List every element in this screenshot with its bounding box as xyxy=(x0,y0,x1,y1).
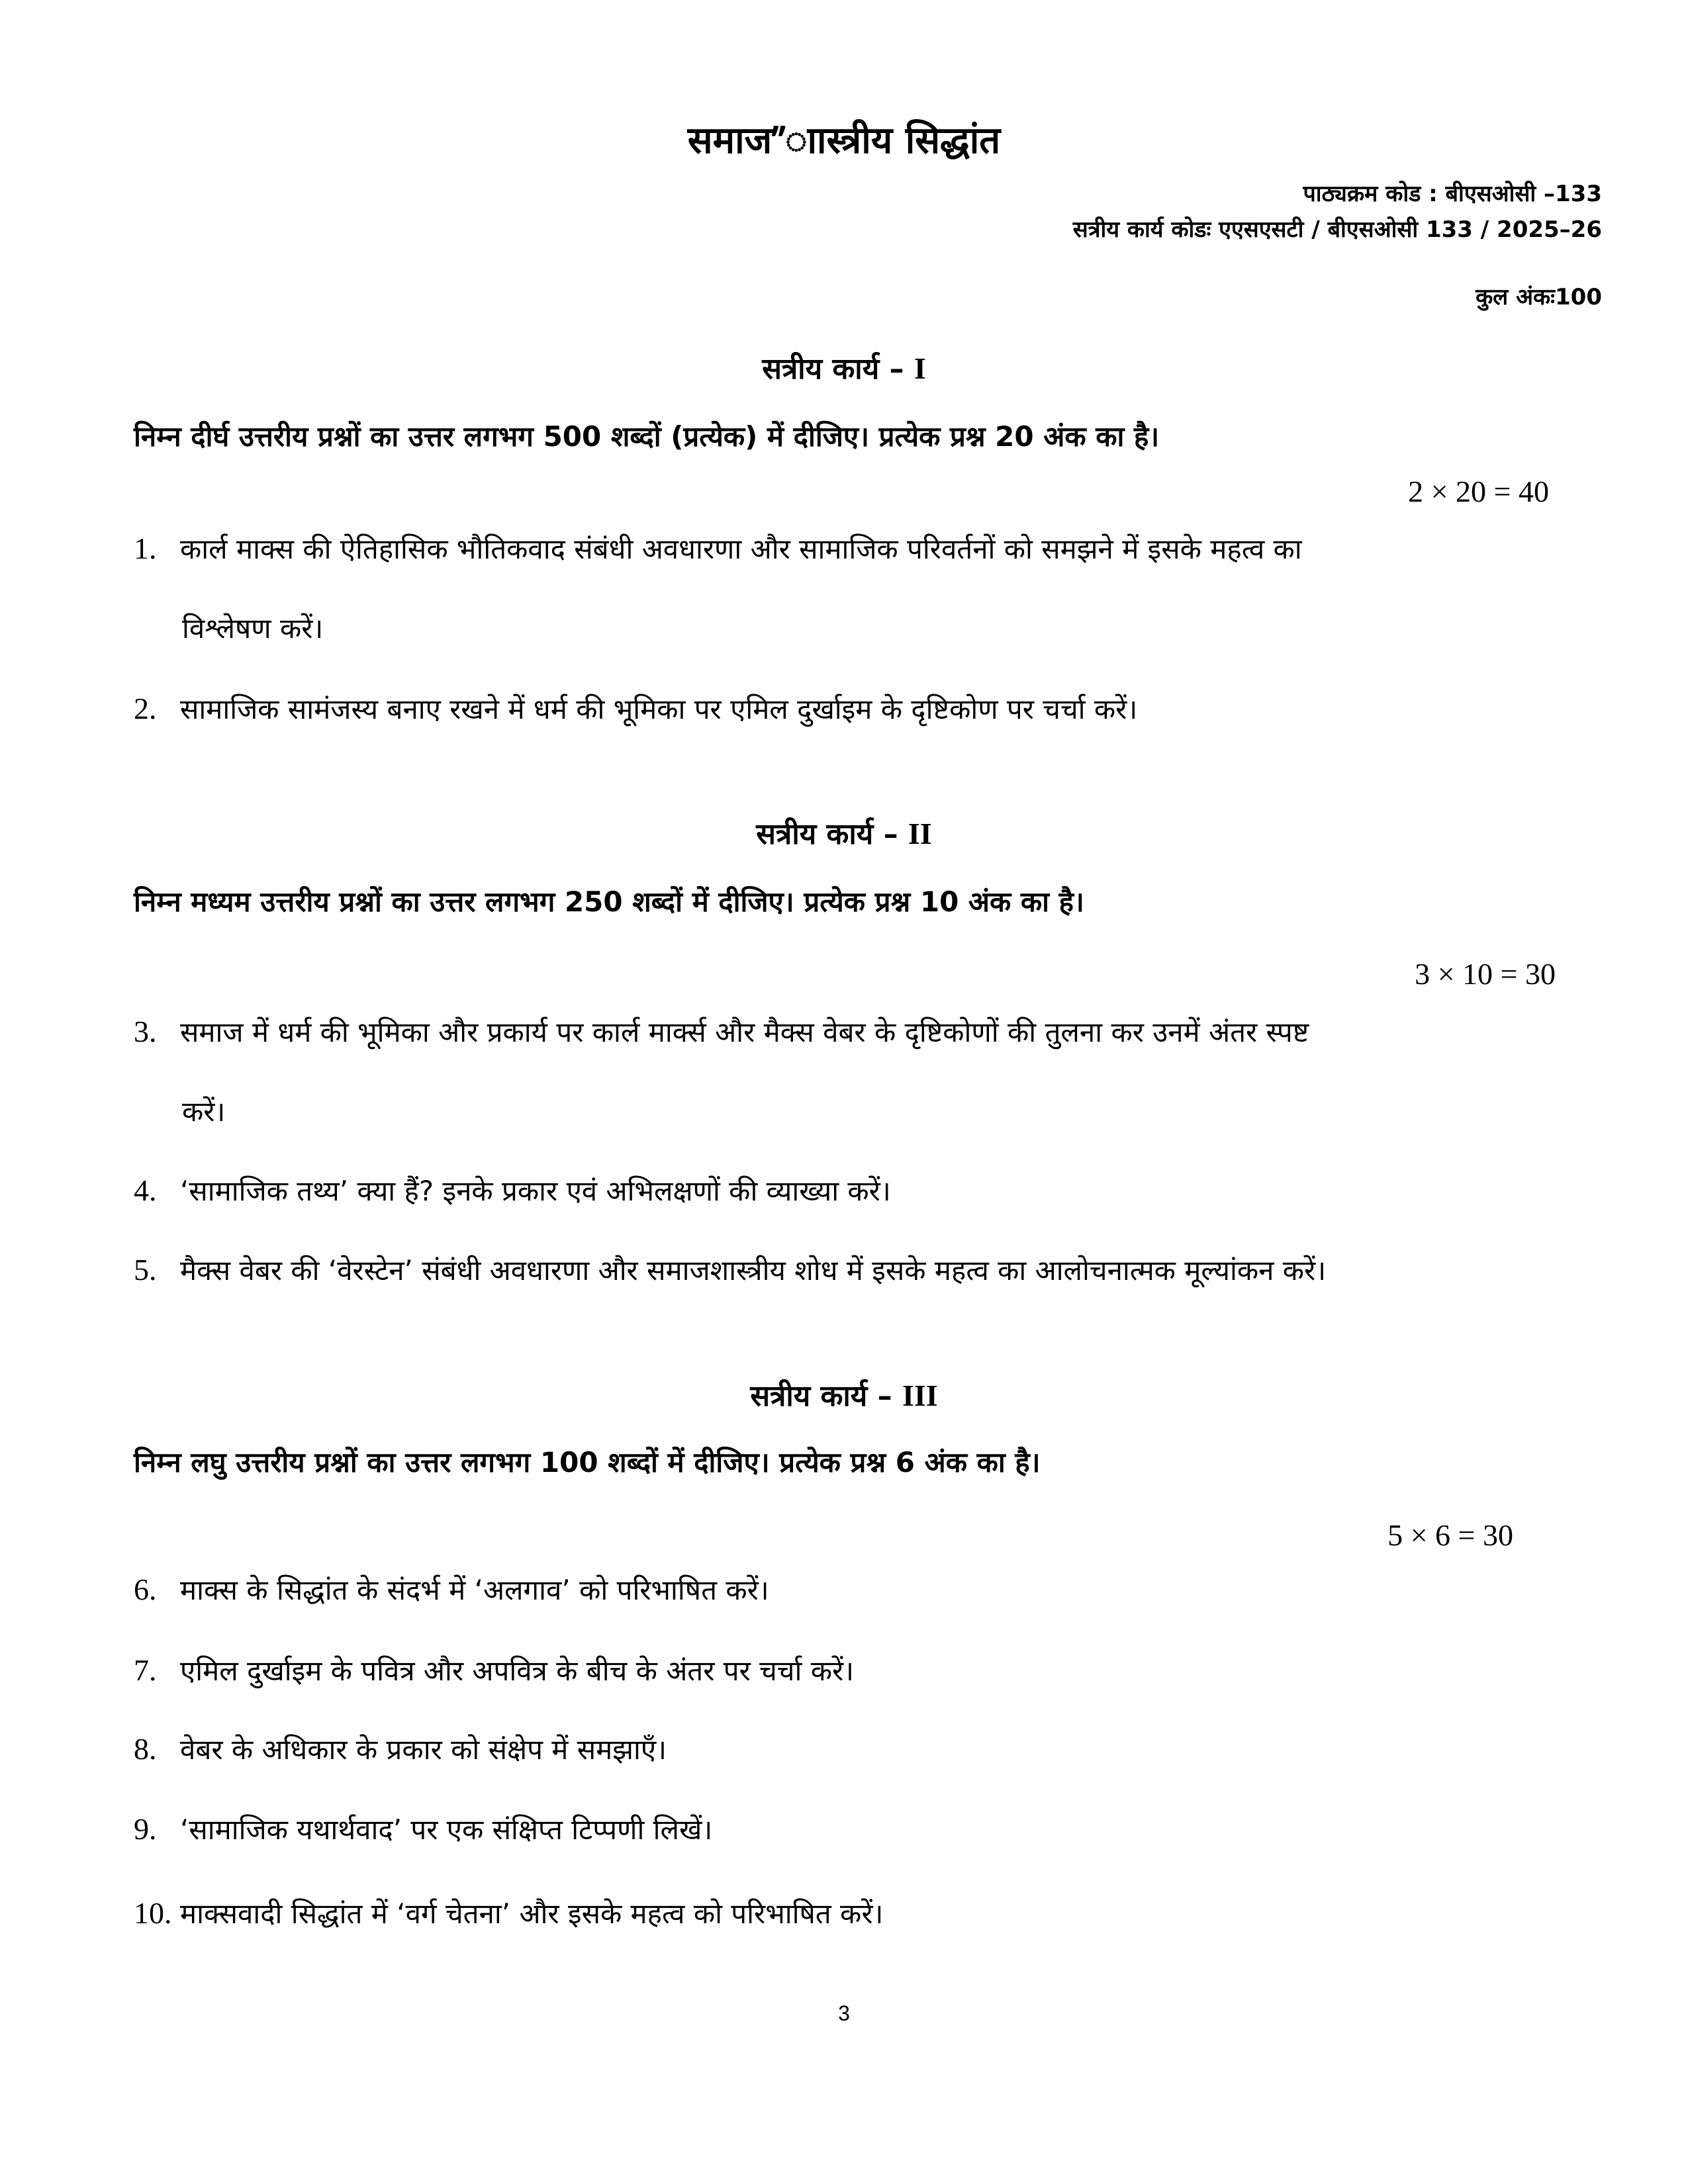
section-marks-3: 5 × 6 = 30 xyxy=(1387,1518,1513,1552)
section-roman-numeral: III xyxy=(902,1379,938,1412)
section-roman-numeral: I xyxy=(914,351,926,385)
question-2 xyxy=(134,690,1137,727)
question-text: मैक्स वेबर की ‘वेरस्टेन’ संबंधी अवधारणा और समाजशास्त्रीय शोध में इसके महत्व का आलोचनात्मक मूल्यांकन करें। xyxy=(180,1254,1327,1287)
question-number: 5. xyxy=(134,1253,157,1287)
question-number: 2. xyxy=(134,692,157,725)
section-heading-1 xyxy=(0,347,1688,387)
section-heading-2 xyxy=(0,813,1688,852)
question-text: ‘सामाजिक तथ्य’ क्या हैं? इनके प्रकार एवं अभिलक्षणों की व्याख्या करें। xyxy=(180,1175,891,1207)
question-1 xyxy=(134,529,1302,567)
assignment-code: सत्रीय कार्य कोडः एएसएसटी / बीएसओसी 133 / 2025–26 xyxy=(1072,216,1602,243)
question-text: वेबर के अधिकार के प्रकार को संक्षेप में समझाएँ। xyxy=(180,1733,667,1766)
question-text: कार्ल माक्स की ऐतिहासिक भौतिकवाद संबंधी अवधारणा और सामाजिक परिवर्तनों को समझने में इसके महत्व का xyxy=(180,533,1302,565)
question-number: 10. xyxy=(134,1896,172,1930)
question-number: 4. xyxy=(134,1173,157,1207)
document-title: समाज”ाास्त्रीय सिद्धांत xyxy=(687,119,1001,162)
question-4 xyxy=(134,1171,891,1209)
question-9 xyxy=(134,1810,712,1848)
question-text: ‘सामाजिक यथार्थवाद’ पर एक संक्षिप्त टिप्पणी लिखें। xyxy=(180,1813,713,1846)
question-5 xyxy=(134,1251,1326,1289)
section-heading-label: सत्रीय कार्य – xyxy=(750,1379,892,1413)
question-number: 8. xyxy=(134,1732,157,1766)
question-number: 9. xyxy=(134,1812,157,1846)
section-marks-1: 2 × 20 = 40 xyxy=(1408,475,1549,508)
section-instruction-1: निम्न दीर्घ उत्तरीय प्रश्नों का उत्तर लगभग 500 शब्दों (प्रत्येक) में दीजिए। प्रत्येक प्रश्न 20 अंक का है। xyxy=(134,420,1160,453)
question-3-continuation: करें। xyxy=(182,1095,226,1128)
question-number: 6. xyxy=(134,1572,157,1606)
section-roman-numeral: II xyxy=(908,817,932,850)
question-10 xyxy=(134,1894,883,1932)
question-number: 7. xyxy=(134,1653,157,1687)
question-number: 3. xyxy=(134,1015,157,1048)
section-heading-3 xyxy=(0,1375,1688,1414)
course-code: पाठ्यक्रम कोड : बीएसओसी –133 xyxy=(1303,181,1602,207)
question-text: सामाजिक सामंजस्य बनाए रखने में धर्म की भूमिका पर एमिल दुर्खाइम के दृष्टिकोण पर चर्चा करें। xyxy=(180,693,1138,725)
page-number: 3 xyxy=(838,2001,850,2025)
question-text: एमिल दुर्खाइम के पवित्र और अपवित्र के बीच के अंतर पर चर्चा करें। xyxy=(180,1655,855,1687)
question-number: 1. xyxy=(134,531,157,565)
total-marks: कुल अंकः100 xyxy=(1476,284,1602,310)
question-6 xyxy=(134,1570,769,1608)
section-instruction-2: निम्न मध्यम उत्तरीय प्रश्नों का उत्तर लगभग 250 शब्दों में दीजिए। प्रत्येक प्रश्न 10 अंक का है। xyxy=(134,886,1084,918)
section-heading-label: सत्रीय कार्य – xyxy=(756,817,898,851)
question-text: माक्सवादी सिद्धांत में ‘वर्ग चेतना’ और इसके महत्व को परिभाषित करें। xyxy=(180,1897,884,1930)
section-marks-2: 3 × 10 = 30 xyxy=(1415,957,1556,991)
question-1-continuation: विश्लेषण करें। xyxy=(182,612,324,645)
section-heading-label: सत्रीय कार्य – xyxy=(762,352,904,386)
question-3 xyxy=(134,1013,1309,1050)
question-text: माक्स के सिद्धांत के संदर्भ में ‘अलगाव’ को परिभाषित करें। xyxy=(180,1574,769,1606)
question-7 xyxy=(134,1651,854,1689)
question-text: समाज में धर्म की भूमिका और प्रकार्य पर कार्ल मार्क्स और मैक्स वेबर के दृष्टिकोणों की तुलना कर उनमें अंतर स्पष्ट xyxy=(180,1016,1309,1048)
question-8 xyxy=(134,1730,667,1768)
section-instruction-3: निम्न लघु उत्तरीय प्रश्नों का उत्तर लगभग 100 शब्दों में दीजिए। प्रत्येक प्रश्न 6 अंक का है। xyxy=(134,1446,1041,1479)
